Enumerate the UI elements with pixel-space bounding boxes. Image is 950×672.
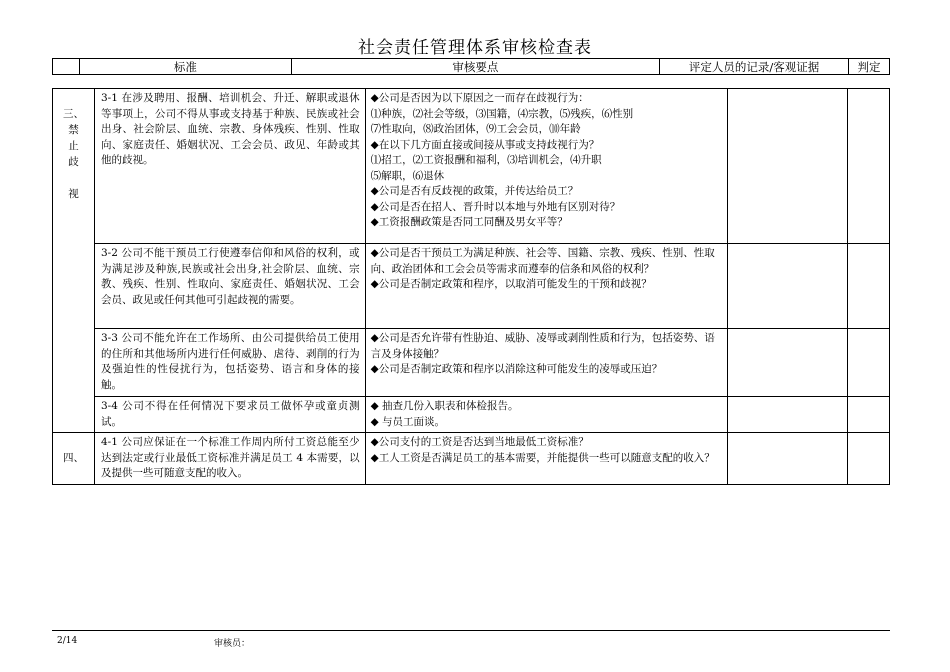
- auditor-label: 审核员：: [214, 639, 251, 649]
- footer-divider: [52, 630, 890, 631]
- audit-point: ◆公司是否在招人、晋升时以本地与外地有区别对待？: [370, 200, 621, 213]
- checklist-row: [53, 433, 890, 485]
- judgement-cell[interactable]: [848, 329, 890, 397]
- section-label: [53, 89, 95, 433]
- standard-cell: [94, 244, 365, 329]
- section-label-line: 三、: [62, 108, 84, 120]
- header-table: [52, 58, 890, 75]
- header-audit-points: 审核要点: [291, 59, 659, 75]
- header-evidence: 评定人员的记录/客观证据: [660, 59, 849, 75]
- section-label-line: 四、: [62, 452, 84, 464]
- audit-points-cell: [365, 397, 728, 433]
- audit-point: ⑺性取向，⑻政治团体，⑼工会会员，⑽年龄: [370, 123, 581, 135]
- section-label-line: [53, 171, 94, 187]
- checklist-body: [53, 89, 890, 485]
- header-standard: 标准: [79, 59, 291, 75]
- audit-point: ◆公司是否允许带有性胁迫、威胁、凌辱或剥削性质和行为，包括姿势、语言及身体接触？: [370, 332, 715, 360]
- audit-point: ◆工人工资是否满足员工的基本需要，并能提供一些可以随意支配的收入？: [370, 451, 715, 464]
- page-number: 2/14: [57, 636, 78, 646]
- audit-point: ◆ 抽查几份入职表和体检报告。: [370, 400, 519, 412]
- section-label-line: 止: [68, 140, 79, 152]
- header-row: [53, 59, 890, 75]
- audit-point: ◆工资报酬政策是否同工同酬及男女平等？: [370, 216, 568, 228]
- audit-point: ◆在以下几方面直接或间接从事或支持歧视行为？: [370, 138, 600, 151]
- header-judgement: 判定: [849, 59, 890, 75]
- header-blank-cell: [53, 59, 80, 75]
- audit-point: ◆公司支付的工资是否达到当地最低工资标准？: [370, 436, 589, 448]
- audit-points-cell: [365, 244, 728, 329]
- audit-point: ◆公司是否制定政策和程序以消除这种可能发生的凌辱或压迫？: [370, 363, 663, 375]
- checklist-row: [53, 329, 890, 397]
- checklist-row: [53, 244, 890, 329]
- section-label-line: 歧: [68, 156, 79, 168]
- standard-cell: [94, 329, 365, 397]
- evidence-cell[interactable]: [728, 329, 848, 397]
- audit-points-cell: [365, 329, 728, 397]
- judgement-cell[interactable]: [848, 244, 890, 329]
- standard-cell: [94, 397, 365, 433]
- standard-text: 4-1 公司应保证在一个标准工作周内所付工资总能至少达到法定或行业最低工资标准并满足员工 4 本需要，以及提供一些可随意支配的收入。: [100, 436, 360, 479]
- evidence-cell[interactable]: [728, 244, 848, 329]
- standard-text: 3-3 公司不能允许在工作场所、由公司提供给员工使用的住所和其他场所内进行任何威胁、虐待、剥削的行为及强迫性的性侵扰行为，包括姿势、语言和身体的接触。: [100, 332, 360, 391]
- standard-text: 3-4 公司不得在任何情况下要求员工做怀孕或童贞测试。: [100, 400, 360, 428]
- standard-text: 3-1 在涉及聘用、报酬、培训机会、升迁、解职或退休等事项上，公司不得从事或支持基于种族、民族或社会出身、社会阶层、血统、宗教、身体残疾、性别、性取向、家庭责任、婚姻状况、工会会员、政见、年龄或其他的歧视。: [100, 92, 360, 166]
- audit-point: ◆公司是否干预员工为满足种族、社会等、国籍、宗教、残疾、性别、性取向、政治团体和工会会员等需求而遵奉的信条和风俗的权利？: [370, 247, 715, 275]
- judgement-cell[interactable]: [848, 397, 890, 433]
- standard-cell: [94, 433, 365, 485]
- audit-point: ◆公司是否因为以下原因之一而存在歧视行为：: [370, 92, 589, 104]
- audit-point: ◆ 与员工面谈。: [370, 415, 446, 428]
- audit-points-cell: [365, 433, 728, 485]
- section-label: [53, 433, 95, 485]
- checklist-table: [52, 88, 890, 485]
- audit-points-cell: [365, 89, 728, 244]
- checklist-row: [53, 89, 890, 244]
- audit-point: ⑴种族，⑵社会等级，⑶国籍，⑷宗教，⑸残疾，⑹性别: [370, 107, 634, 120]
- standard-text: 3-2 公司不能干预员工行使遵奉信仰和风俗的权利，或为满足涉及种族,民族或社会出身,社会阶层、血统、宗教、残疾、性别、性取向、家庭责任、婚姻状况、工会会员、政见或任何其他可引起歧视的需要。: [100, 247, 360, 306]
- evidence-cell[interactable]: [728, 397, 848, 433]
- audit-point: ⑸解职，⑹退休: [370, 169, 445, 182]
- page-title: 社会责任管理体系审核检查表: [358, 38, 592, 58]
- checklist-row: [53, 397, 890, 433]
- evidence-cell[interactable]: [728, 89, 848, 244]
- evidence-cell[interactable]: [728, 433, 848, 485]
- judgement-cell[interactable]: [848, 89, 890, 244]
- section-label-line: 视: [68, 188, 79, 200]
- audit-point: ◆公司是否制定政策和程序，以取消可能发生的干预和歧视？: [370, 278, 652, 290]
- judgement-cell[interactable]: [848, 433, 890, 485]
- audit-point: ◆公司是否有反歧视的政策，并传达给员工？: [370, 185, 579, 197]
- standard-cell: [94, 89, 365, 244]
- section-label-line: 禁: [68, 124, 79, 136]
- audit-point: ⑴招工，⑵工资报酬和福利，⑶培训机会，⑷升职: [370, 154, 602, 166]
